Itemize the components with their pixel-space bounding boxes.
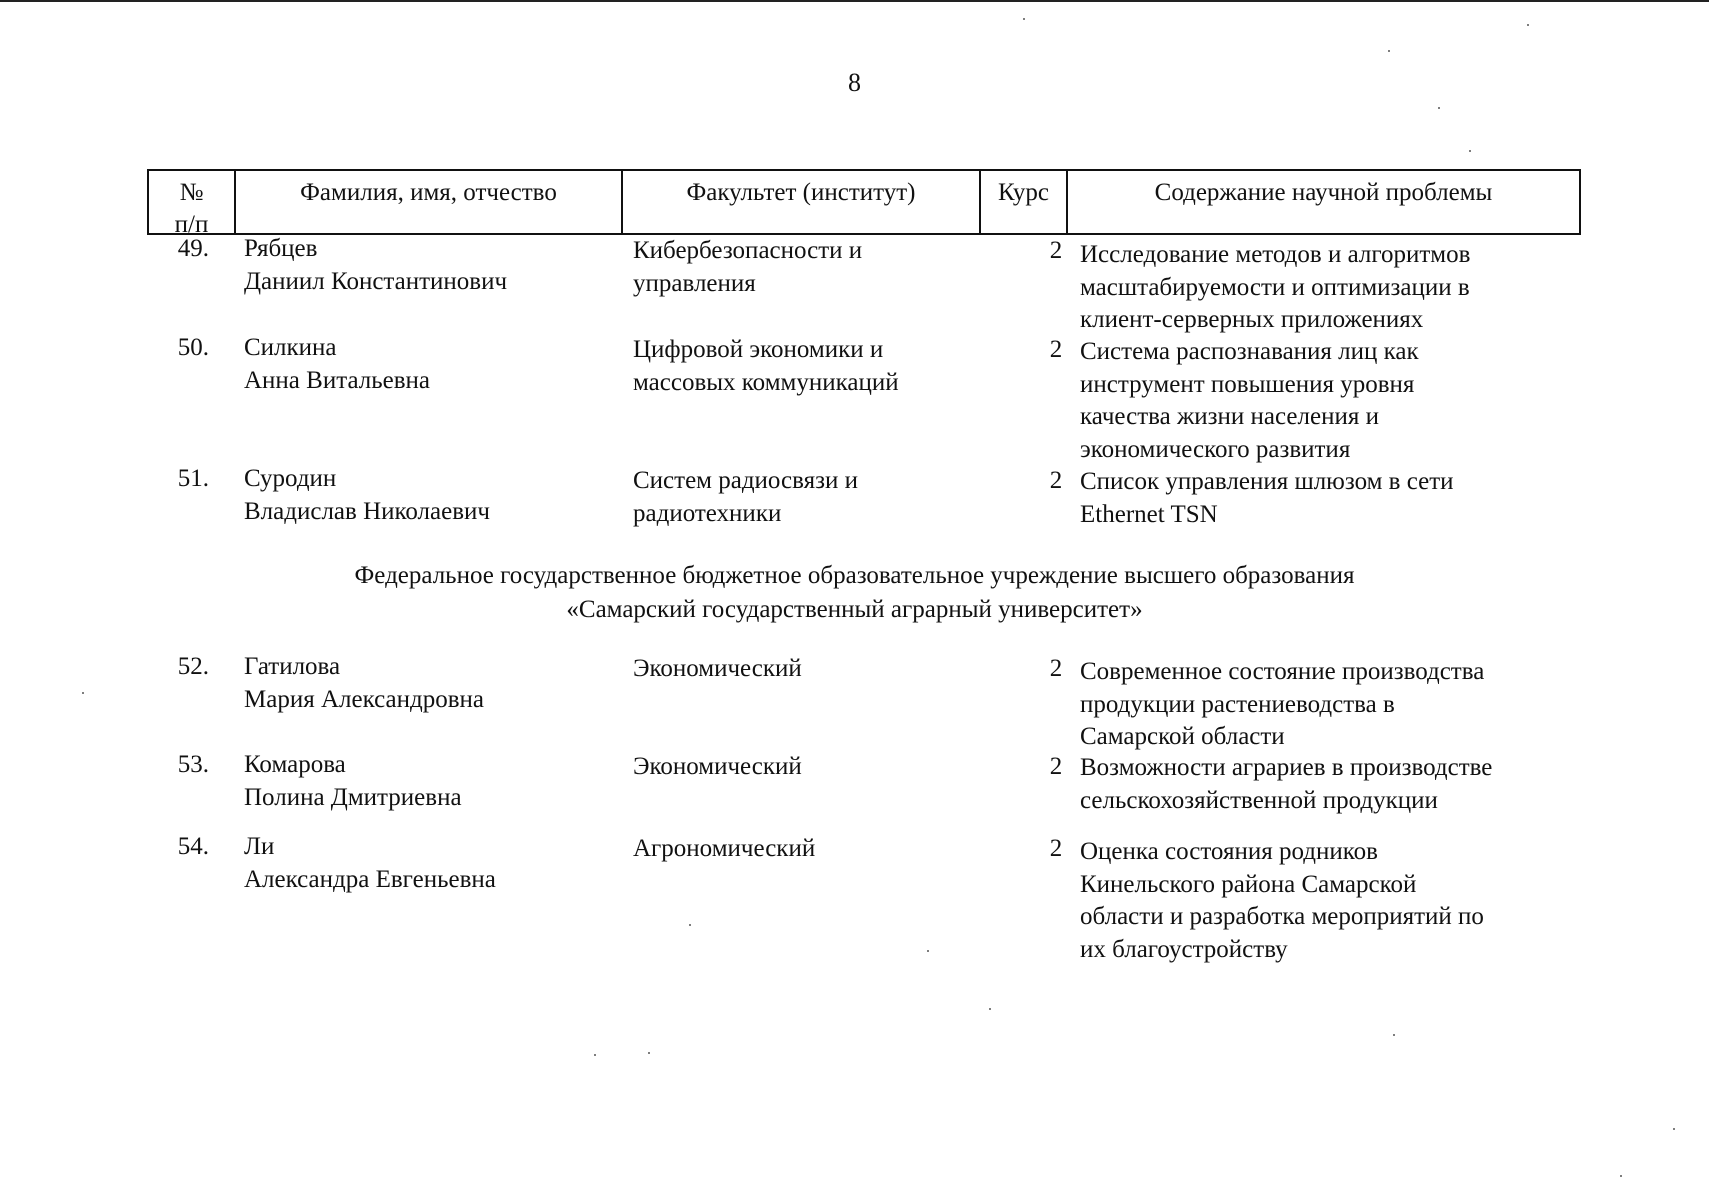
name-line: Комарова [244,751,346,778]
student-name [244,749,614,814]
course: 2 [1049,655,1063,682]
faculty-line: Экономический [633,655,802,682]
name-line: Полина Дмитриевна [244,783,462,811]
student-name [244,463,614,528]
course: 2 [1049,336,1063,363]
scan-speck [1388,50,1390,52]
topic-line: экономического развития [1080,435,1351,463]
name-line: Александра Евгеньевна [244,865,496,893]
faculty [633,334,983,399]
name-line: Силкина [244,334,337,361]
faculty-line: Кибербезопасности и [633,237,863,264]
faculty [633,833,983,866]
topic-line: инструмент повышения уровня [1080,370,1415,398]
row-number: 51. [177,465,209,492]
heading-line: «Самарский государственный аграрный университет» [566,596,1143,623]
scan-speck [1620,1175,1622,1177]
header-course: Курс [981,171,1068,233]
faculty-line: Цифровой экономики и [633,336,884,363]
scan-speck [1673,1128,1675,1130]
scan-speck [1023,18,1025,20]
faculty [633,653,983,686]
topic-line: Список управления шлюзом в сети [1080,468,1454,495]
faculty-line: массовых коммуникаций [633,368,899,396]
student-name [244,332,614,397]
course: 2 [1049,467,1063,494]
course: 2 [1049,237,1063,264]
student-name [244,831,614,896]
student-name [244,233,614,298]
header-num-line: № [179,179,204,206]
name-line: Владислав Николаевич [244,497,490,525]
scan-speck [1393,1034,1395,1036]
research-topic [1080,656,1580,754]
topic-line: сельскохозяйственной продукции [1080,786,1438,814]
research-topic [1080,466,1580,531]
topic-line: Исследование методов и алгоритмов [1080,241,1471,268]
page-number: 8 [848,68,861,97]
topic-line: клиент-серверных приложениях [1080,306,1424,333]
header-name: Фамилия, имя, отчество [236,171,623,233]
topic-line: Современное состояние производства [1080,658,1485,685]
name-line: Рябцев [244,235,318,262]
heading-line: Федеральное государственное бюджетное образовательное учреждение высшего образования [354,562,1355,589]
university-heading [0,559,1709,627]
scan-speck [989,1008,991,1010]
scan-speck [1527,24,1529,26]
row-number: 53. [177,751,209,778]
row-number: 50. [177,334,209,361]
scan-speck [1469,150,1471,152]
topic-line: Кинельского района Самарской [1080,870,1417,898]
research-topic [1080,752,1580,817]
scan-speck [594,1054,596,1056]
header-num [149,171,236,238]
scan-top-border [0,0,1709,2]
name-line: Анна Витальевна [244,366,431,394]
scan-speck [1438,107,1440,109]
table-header [147,169,1581,238]
header-num-line: п/п [174,211,209,238]
topic-line: Оценка состояния родников [1080,838,1378,865]
scan-speck [82,692,84,694]
faculty-line: Агрономический [633,835,816,862]
topic-line: продукции растениеводства в [1080,690,1395,718]
topic-line: Самарской области [1080,723,1285,750]
faculty-line: управления [633,269,756,297]
research-topic [1080,336,1580,466]
faculty [633,465,983,530]
scan-speck [648,1052,650,1054]
course: 2 [1049,753,1063,780]
row-number: 52. [177,653,209,680]
name-line: Ли [244,833,275,860]
row-number: 49. [177,235,209,262]
research-topic [1080,836,1580,966]
faculty [633,235,983,300]
row-number: 54. [177,833,209,860]
faculty-line: Экономический [633,753,802,780]
topic-line: области и разработка мероприятий по [1080,903,1484,930]
header-topic: Содержание научной проблемы [1154,179,1493,206]
scan-speck [927,950,929,952]
name-line: Суродин [244,465,337,492]
topic-line: Система распознавания лиц как [1080,338,1419,365]
topic-line: Ethernet TSN [1080,500,1218,528]
name-line: Даниил Константинович [244,267,508,295]
scan-speck [689,924,691,926]
name-line: Гатилова [244,653,341,680]
faculty [633,751,983,784]
header-faculty: Факультет (институт) [623,171,981,233]
student-name [244,651,614,716]
topic-line: качества жизни населения и [1080,403,1379,430]
course: 2 [1049,835,1063,862]
faculty-line: радиотехники [633,499,782,527]
topic-line: их благоустройству [1080,935,1288,963]
name-line: Мария Александровна [244,685,484,713]
topic-line: масштабируемости и оптимизации в [1080,273,1470,301]
topic-line: Возможности аграриев в производстве [1080,754,1493,781]
faculty-line: Систем радиосвязи и [633,467,859,494]
research-topic [1080,239,1580,337]
